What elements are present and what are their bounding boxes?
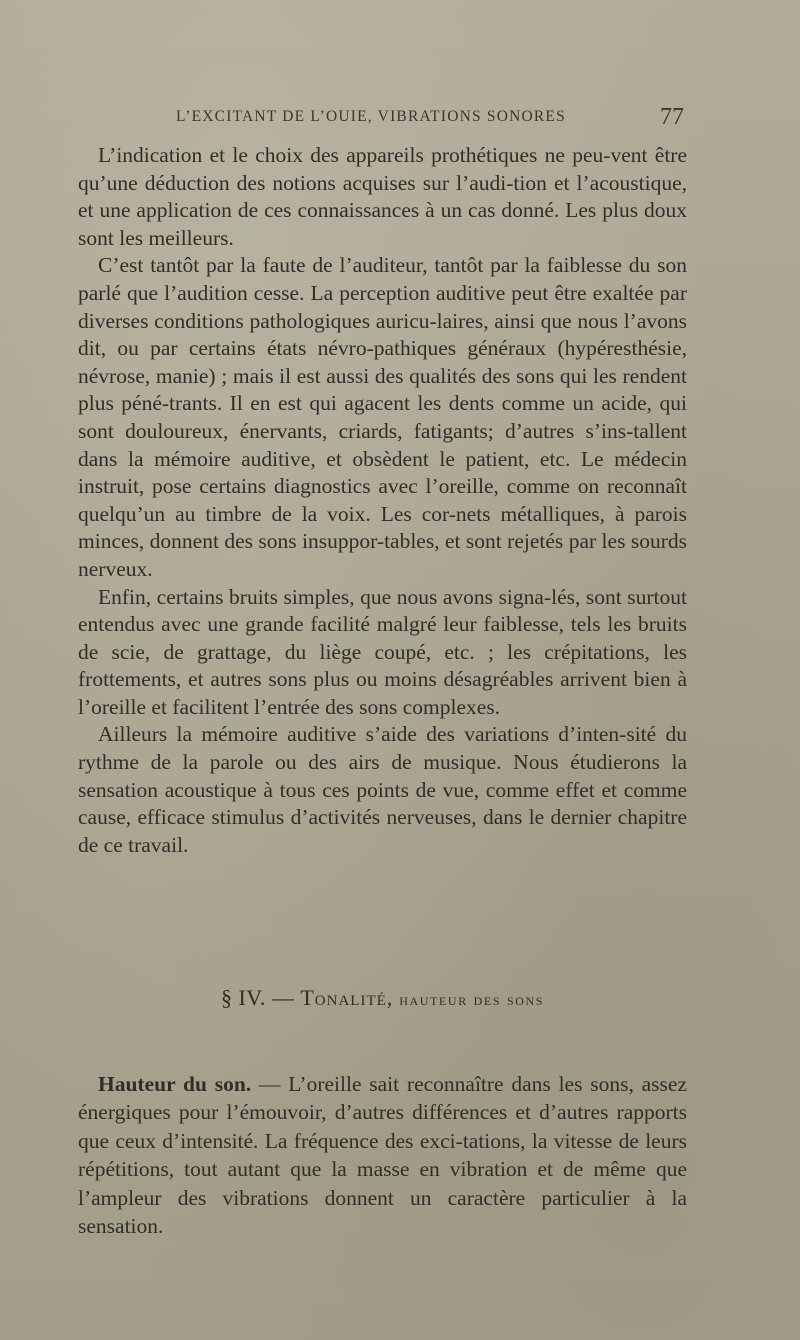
section-text [78,1070,687,1240]
section-paragraph-text: — L’oreille sait reconnaître dans les sons, assez énergiques pour l’émouvoir, d’autres différences et d’autres rapports que ceux d’intensité. La fréquence des exci-tations, la vitesse de leurs répétitions, tout autant que la masse en vibration et de même que l’ampleur des vibrations donnent un caractère particulier à la sensation. [78,1072,688,1239]
paragraph: Ailleurs la mémoire auditive s’aide des variations d’inten-sité du rythme de la parole ou des airs de musique. Nous étudierons la sensation acoustique à tous ces points de vue, comme effet et comme cause, efficace stimulus d’activités nerveuses, dans le dernier chapitre de ce travail. [78,722,687,857]
section-title-rest: hauteur des sons [399,990,545,1009]
section-heading [78,985,687,1011]
running-header [78,104,690,138]
section-paragraph [78,1070,687,1240]
running-title: L’EXCITANT DE L’OUIE, VIBRATIONS SONORES [176,108,566,125]
paragraph: Enfin, certains bruits simples, que nous avons signa-lés, sont surtout entendus avec une grande facilité malgré leur faiblesse, tels les bruits de scie, de grattage, du liège coupé, etc. ; les crépitations, les frottements, et autres sons plus ou moins désagréables arrivent bien à l’oreille et facilitent l’entrée des sons complexes. [78,584,687,719]
run-in-heading: Hauteur du son. [98,1072,252,1096]
body-text [78,142,687,859]
section-number: § IV. — [220,985,295,1010]
page-number: 77 [660,104,684,130]
paragraph: C’est tantôt par la faute de l’auditeur, tantôt par la faiblesse du son parlé que l’audition cesse. La perception auditive peut être exaltée par diverses conditions pathologiques auricu-laires, ainsi que nous l’avons dit, ou par certains états névro-pathiques généraux (hypéresthésie, névrose, manie) ; mais il est aussi des qualités des sons qui les rendent plus péné-trants. Il en est qui agacent les dents comme un acide, qui sont douloureux, énervants, criards, fatigants; d’autres s’ins-tallent dans la mémoire auditive, et obsèdent le patient, etc. Le médecin instruit, pose certains diagnostics avec l’oreille, comme on reconnaît quelqu’un au timbre de la voix. Les cor-nets métalliques, à parois minces, donnent des sons insuppor-tables, et sont rejetés par les sourds nerveux. [78,253,687,581]
section-title-first: Tonalité, [300,985,394,1010]
paragraph: L’indication et le choix des appareils prothétiques ne peu-vent être qu’une déduction des notions acquises sur l’audi-tion et l’acoustique, et une application de ces connaissances à un cas donné. Les plus doux sont les meilleurs. [78,143,687,250]
